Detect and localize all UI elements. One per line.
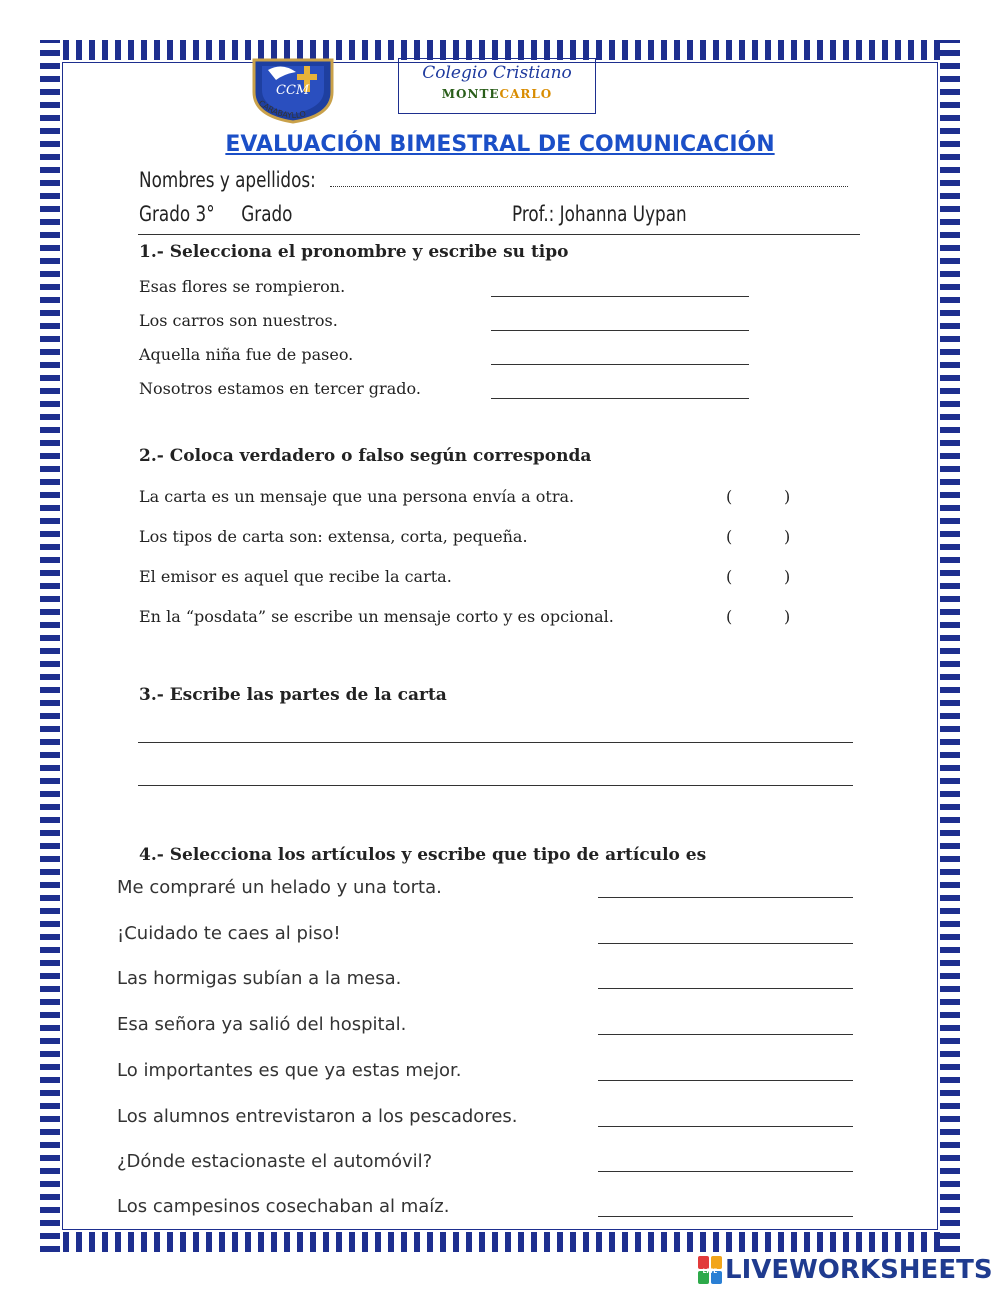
brand-mark-text: LIVE — [702, 1268, 718, 1275]
section4-item: Las hormigas subían a la mesa. — [117, 968, 402, 989]
section4-item: ¡Cuidado te caes al piso! — [117, 923, 341, 944]
true-false-paren-close: ) — [784, 487, 791, 506]
school-subname-a: MONTE — [441, 87, 500, 101]
section4-item: Los alumnos entrevistaron a los pescadores. — [117, 1106, 518, 1127]
school-name: Colegio Cristiano — [422, 63, 572, 83]
section2-title: 2.- Coloca verdadero o falso según corresponda — [139, 446, 592, 466]
true-false-answer-field[interactable] — [738, 606, 782, 628]
section2-item: Los tipos de carta son: extensa, corta, pequeña. — [139, 527, 528, 546]
section2-item: La carta es un mensaje que una persona envía a otra. — [139, 487, 575, 506]
section4-answer-field[interactable] — [598, 943, 853, 944]
brand-name: LIVEWORKSHEETS — [725, 1255, 993, 1285]
true-false-paren-open: ( — [726, 527, 733, 546]
section2-item: El emisor es aquel que recibe la carta. — [139, 567, 452, 586]
section4-answer-field[interactable] — [598, 897, 853, 898]
section1-answer-field[interactable] — [491, 364, 749, 365]
true-false-answer-field[interactable] — [738, 566, 782, 588]
true-false-paren-open: ( — [726, 567, 733, 586]
name-label: Nombres y apellidos: — [139, 168, 316, 192]
school-name-box — [398, 58, 596, 114]
logo-ring-text: CARABAYLLO — [256, 98, 307, 121]
section1-answer-field[interactable] — [491, 330, 749, 331]
section4-item: ¿Dónde estacionaste el automóvil? — [117, 1151, 433, 1172]
section1-item: Aquella niña fue de paseo. — [139, 345, 354, 364]
section2-item: En la “posdata” se escribe un mensaje corto y es opcional. — [139, 607, 614, 626]
header-divider — [138, 234, 860, 235]
page-border-right — [940, 40, 960, 1252]
page-border-left — [40, 40, 60, 1252]
liveworksheets-brand[interactable] — [698, 1255, 993, 1285]
liveworksheets-logo-icon — [698, 1256, 722, 1284]
section1-title: 1.- Selecciona el pronombre y escribe su tipo — [139, 242, 569, 262]
section4-answer-field[interactable] — [598, 1216, 853, 1217]
section4-answer-field[interactable] — [598, 1171, 853, 1172]
section4-item: Lo importantes es que ya estas mejor. — [117, 1060, 462, 1081]
section1-answer-field[interactable] — [491, 296, 749, 297]
section4-item: Me compraré un helado y una torta. — [117, 877, 442, 898]
section4-answer-field[interactable] — [598, 1034, 853, 1035]
section4-answer-field[interactable] — [598, 988, 853, 989]
true-false-answer-field[interactable] — [738, 526, 782, 548]
true-false-paren-open: ( — [726, 487, 733, 506]
true-false-paren-close: ) — [784, 567, 791, 586]
section1-answer-field[interactable] — [491, 398, 749, 399]
logo-initials: CCM — [276, 83, 310, 98]
section4-item: Los campesinos cosechaban al maíz. — [117, 1196, 450, 1217]
page-border-top — [40, 40, 960, 60]
letter-parts-answer-field[interactable] — [138, 785, 853, 786]
school-crest-logo — [248, 58, 338, 124]
section1-item: Nosotros estamos en tercer grado. — [139, 379, 421, 398]
section1-item: Esas flores se rompieron. — [139, 277, 346, 296]
page-inner-frame — [62, 62, 938, 1230]
true-false-answer-field[interactable] — [738, 486, 782, 508]
true-false-paren-open: ( — [726, 607, 733, 626]
page-title: EVALUACIÓN BIMESTRAL DE COMUNICACIÓN — [225, 132, 775, 157]
section1-item: Los carros son nuestros. — [139, 311, 338, 330]
section4-answer-field[interactable] — [598, 1126, 853, 1127]
school-subname-b: CARLO — [499, 87, 553, 101]
section4-item: Esa señora ya salió del hospital. — [117, 1014, 407, 1035]
true-false-paren-close: ) — [784, 607, 791, 626]
true-false-paren-close: ) — [784, 527, 791, 546]
section4-title: 4.- Selecciona los artículos y escribe que tipo de artículo es — [139, 845, 707, 865]
page-border-bottom — [40, 1232, 960, 1252]
name-field[interactable] — [330, 186, 848, 187]
letter-parts-answer-field[interactable] — [138, 742, 853, 743]
section4-answer-field[interactable] — [598, 1080, 853, 1081]
school-subname — [399, 87, 595, 101]
grade-label: Grado 3° Grado — [139, 202, 293, 226]
section3-title: 3.- Escribe las partes de la carta — [139, 685, 447, 705]
teacher-label: Prof.: Johanna Uypan — [512, 202, 687, 226]
